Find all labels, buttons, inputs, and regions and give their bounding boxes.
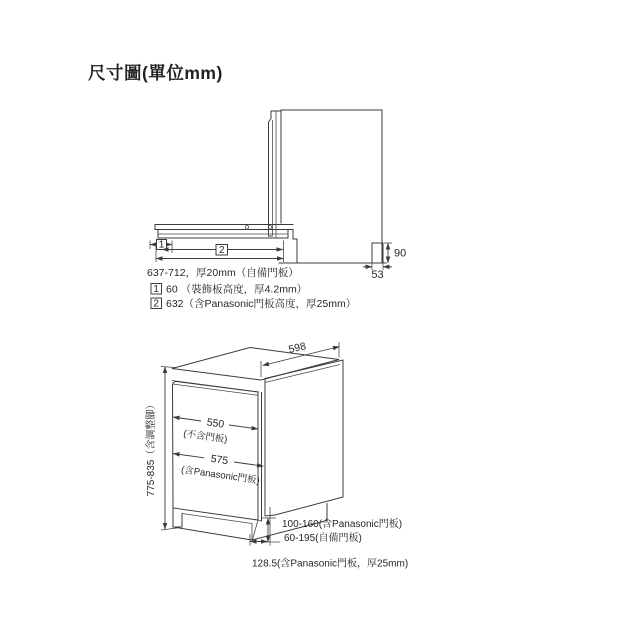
dim-note-550: (不含門板)	[182, 428, 229, 446]
dim-label-53: 53	[371, 269, 384, 281]
dim-label-height-range: 775-835（含調整腳）	[146, 399, 157, 497]
dimension-lines	[144, 340, 408, 569]
appliance-body-outline	[279, 110, 386, 263]
legend-text-1: 60 （裝飾板高度，厚4.2mm）	[166, 283, 308, 296]
dim-label-550: 550	[205, 416, 225, 431]
dim-label-90: 90	[394, 247, 407, 260]
dim-marker-2: 2	[219, 245, 225, 256]
dim-label-plinth-own-door: 60-195(自備門板)	[284, 533, 362, 544]
dim-label-door-width-range: 637-712，厚20mm（自備門板）	[147, 267, 299, 279]
dim-label-door-bottom-depth: 128.5(含Panasonic門板，厚25mm)	[252, 558, 409, 570]
hinge-hole-icon	[245, 226, 248, 229]
dim-label-575: 575	[209, 452, 229, 468]
section-view-diagram	[130, 95, 490, 325]
perspective-view-diagram	[130, 330, 490, 590]
section-annotations	[147, 266, 356, 310]
legend-text-2: 632（含Panasonic門板高度，厚25mm）	[166, 298, 357, 310]
door-closed-outline	[269, 111, 282, 238]
legend-marker-2: 2	[153, 298, 159, 310]
dim-note-575: (含Panasonic門板)	[180, 464, 261, 487]
dim-label-plinth-with-door: 100-160(含Panasonic門板)	[282, 519, 403, 530]
legend-marker-1: 1	[153, 284, 159, 295]
dim-marker-1: 1	[158, 239, 165, 251]
page-title: 尺寸圖(單位mm)	[88, 63, 223, 83]
dim-label-depth: 598	[287, 340, 308, 356]
